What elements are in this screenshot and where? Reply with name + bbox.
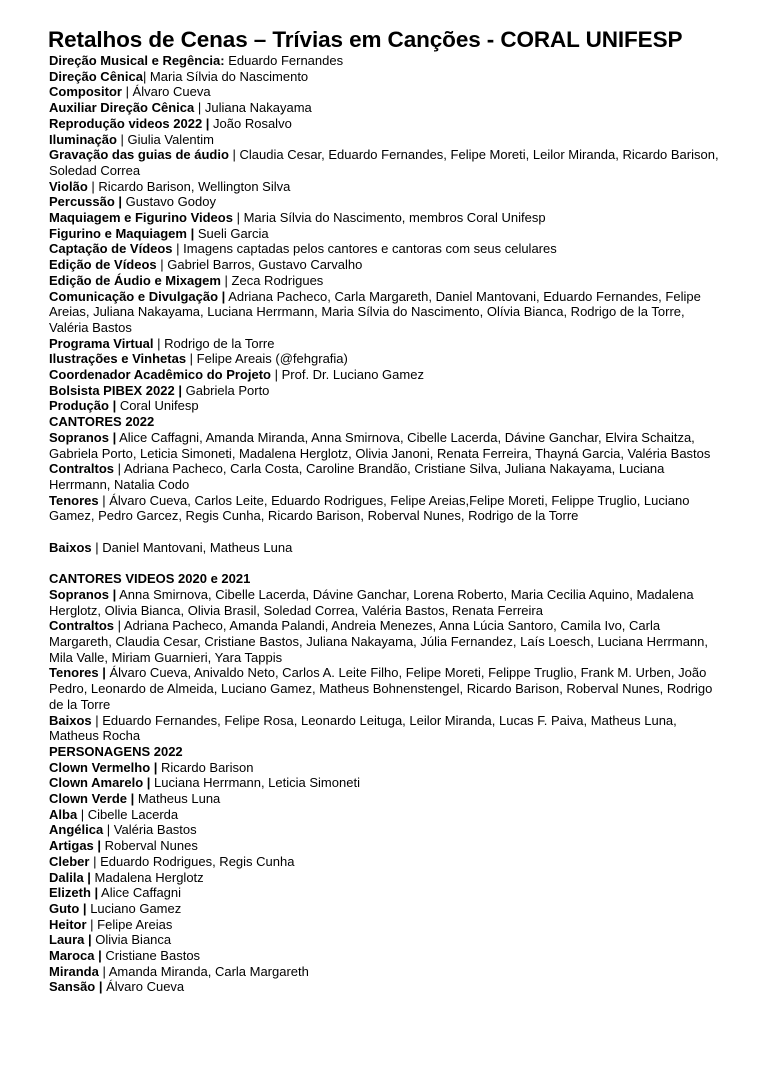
character-entry: [49, 807, 719, 823]
character-cast: Alice Caffagni: [98, 885, 182, 901]
character-cast: | Amanda Miranda, Carla Margareth: [98, 963, 309, 979]
credit-people: Gustavo Godoy: [122, 194, 216, 210]
credit-people: Sueli Garcia: [194, 225, 269, 241]
character-entry: [49, 885, 719, 901]
credit-people: | Maria Sílvia do Nascimento: [142, 68, 309, 84]
character-name: Dalila |: [49, 869, 91, 885]
credit-entry: [49, 383, 719, 399]
credit-people: | Gabriel Barros, Gustavo Carvalho: [156, 257, 363, 273]
credit-entry: [49, 194, 719, 210]
character-name: Cleber: [49, 853, 90, 869]
document-title: Retalhos de Cenas – Trívias em Canções - CORAL UNIFESP: [48, 27, 683, 52]
credit-entry: [49, 116, 719, 132]
cantores-2022-section: [49, 414, 719, 571]
credit-people: Eduardo Fernandes: [224, 53, 344, 68]
voice-contraltos: [49, 461, 719, 492]
character-cast: | Cibelle Lacerda: [77, 806, 179, 822]
credit-people: Adriana Pacheco, Carla Margareth, Daniel Mantovani, Eduardo Fernandes, Felipe Areias, Juliana Nakayama, Luciana Herrmann, Maria Sílvia do Nascimento, Olívia Bianca, Rodrigo de la Torre, Valéria Bastos: [49, 288, 701, 335]
credit-entry: [49, 210, 719, 226]
credit-people: | Álvaro Cueva: [121, 84, 211, 100]
credit-role: Captação de Vídeos: [49, 241, 173, 257]
voice-people: | Daniel Mantovani, Matheus Luna: [91, 539, 293, 555]
cantores-videos-section: [49, 571, 719, 744]
credit-people: Gabriela Porto: [181, 382, 270, 398]
character-cast: | Eduardo Rodrigues, Regis Cunha: [89, 853, 295, 869]
voice-role: Tenores: [49, 492, 99, 508]
credit-entry: [49, 273, 719, 289]
credit-entry: [49, 147, 719, 178]
voice-people: | Adriana Pacheco, Carla Costa, Caroline Brandão, Cristiane Silva, Juliana Nakayama, Luciana Herrmann, Natalia Codo: [49, 461, 665, 492]
voice-people: | Adriana Pacheco, Amanda Palandi, Andreia Menezes, Anna Lúcia Santoro, Camila Ivo, Carla Margareth, Claudia Cesar, Cristiane Bastos, Juliana Nakayama, Júlia Fernandez, Laís Loesch, Luciana Herrmann, Mila Valle, Miriam Guarnieri, Yara Tappis: [49, 618, 709, 665]
credit-role: Ilustrações e Vinhetas: [49, 351, 187, 367]
credit-people: | Claudia Cesar, Eduardo Fernandes, Felipe Moreti, Leilor Miranda, Ricardo Barison, Soledad Correa: [49, 147, 719, 178]
credit-entry: [49, 132, 719, 148]
character-cast: Roberval Nunes: [101, 838, 198, 854]
voice-sopranos: [49, 587, 719, 618]
credit-role: Direção Musical e Regência:: [49, 53, 225, 68]
credit-role: Gravação das guias de áudio: [49, 147, 229, 163]
voice-role: Contraltos: [49, 618, 114, 634]
credit-entry: [49, 241, 719, 257]
credit-entry: [49, 351, 719, 367]
character-name: Alba: [49, 806, 78, 822]
credit-people: | Zeca Rodrigues: [220, 272, 324, 288]
credit-entry: [49, 84, 719, 100]
credit-role: Comunicação e Divulgação |: [49, 288, 226, 304]
character-entry: [49, 775, 719, 791]
voice-role: Sopranos |: [49, 586, 117, 602]
credit-people: | Giulia Valentim: [116, 131, 214, 147]
character-entry: [49, 791, 719, 807]
voice-role: Sopranos |: [49, 429, 117, 445]
character-entry: [49, 838, 719, 854]
character-entry: [49, 979, 719, 995]
credit-role: Compositor: [49, 84, 122, 100]
section-heading: PERSONAGENS 2022: [49, 743, 183, 759]
character-entry: [49, 870, 719, 886]
character-cast: Matheus Luna: [134, 791, 221, 807]
blank-line: [49, 524, 719, 540]
document-page: [49, 27, 719, 995]
credit-role: Bolsista PIBEX 2022 |: [49, 382, 182, 398]
section-heading: CANTORES 2022: [49, 414, 155, 430]
voice-role: Tenores |: [49, 665, 106, 681]
credit-people: | Rodrigo de la Torre: [153, 335, 275, 351]
credit-entry: [49, 179, 719, 195]
voice-people: Alice Caffagni, Amanda Miranda, Anna Smirnova, Cibelle Lacerda, Dávine Ganchar, Elvira Schaitza, Gabriela Porto, Leticia Simoneti, Madalena Herglotz, Olivia Janoni, Renata Ferreira, Thayná Garcia, Valéria Bastos: [49, 429, 711, 461]
character-entry: [49, 932, 719, 948]
character-name: Clown Vermelho |: [49, 759, 158, 775]
credit-people: | Ricardo Barison, Wellington Silva: [87, 178, 291, 194]
credit-people: | Juliana Nakayama: [194, 100, 312, 116]
credit-role: Violão: [49, 178, 88, 194]
credits-list: [49, 53, 719, 414]
character-entry: [49, 917, 719, 933]
voice-people: Anna Smirnova, Cibelle Lacerda, Dávine Ganchar, Lorena Roberto, Maria Cecilia Aquino, Madalena Herglotz, Olivia Bianca, Olivia Brasil, Soledad Correa, Valéria Bastos, Renata Ferreira: [49, 586, 694, 618]
character-cast: Luciana Herrmann, Leticia Simoneti: [150, 775, 360, 791]
credit-role: Percussão |: [49, 194, 123, 210]
character-entry: [49, 964, 719, 980]
character-cast: | Valéria Bastos: [103, 822, 197, 838]
character-name: Clown Amarelo |: [49, 775, 151, 791]
credit-role: Reprodução videos 2022 |: [49, 115, 210, 131]
credit-people: | Felipe Areais (@fehgrafia): [186, 351, 348, 367]
voice-contraltos: [49, 618, 719, 665]
character-cast: Olivia Bianca: [91, 932, 172, 948]
credit-role: Auxiliar Direção Cênica: [49, 100, 195, 116]
character-cast: | Felipe Areias: [86, 916, 173, 932]
credit-role: Iluminação: [49, 131, 117, 147]
character-entry: [49, 948, 719, 964]
credit-role: Direção Cênica: [49, 68, 143, 84]
credit-entry: [49, 100, 719, 116]
character-name: Angélica: [49, 822, 104, 838]
credit-people: Coral Unifesp: [116, 398, 199, 414]
credit-people: | Maria Sílvia do Nascimento, membros Coral Unifesp: [232, 210, 546, 226]
voice-people: | Eduardo Fernandes, Felipe Rosa, Leonardo Leituga, Leilor Miranda, Lucas F. Paiva, Matheus Luna, Matheus Rocha: [49, 712, 677, 744]
credit-role: Coordenador Acadêmico do Projeto: [49, 367, 271, 383]
credit-entry: [49, 289, 719, 336]
credit-entry: [49, 69, 719, 85]
character-cast: Luciano Gamez: [86, 900, 182, 916]
credit-entry: [49, 53, 719, 69]
voice-tenores: [49, 665, 719, 712]
blank-line: [49, 555, 719, 571]
character-cast: Álvaro Cueva: [102, 979, 185, 995]
credit-entry: [49, 367, 719, 383]
voice-sopranos: [49, 430, 719, 461]
character-name: Elizeth |: [49, 885, 99, 901]
credit-entry: [49, 226, 719, 242]
voice-role: Contraltos: [49, 461, 114, 477]
character-name: Sansão |: [49, 979, 103, 995]
character-name: Miranda: [49, 963, 99, 979]
credit-people: João Rosalvo: [209, 115, 292, 131]
credit-entry: [49, 336, 719, 352]
character-entry: [49, 822, 719, 838]
credit-people: | Prof. Dr. Luciano Gamez: [271, 367, 424, 383]
personagens-section: [49, 744, 719, 995]
character-name: Clown Verde |: [49, 791, 135, 807]
credit-role: Produção |: [49, 398, 117, 414]
credit-role: Maquiagem e Figurino Videos: [49, 210, 233, 226]
credit-entry: [49, 398, 719, 414]
credit-role: Edição de Áudio e Mixagem: [49, 272, 221, 288]
voice-role: Baixos: [49, 712, 92, 728]
character-cast: Cristiane Bastos: [101, 948, 201, 964]
character-name: Laura |: [49, 932, 92, 948]
voice-people: | Álvaro Cueva, Carlos Leite, Eduardo Rodrigues, Felipe Areias,Felipe Moreti, Felippe Truglio, Luciano Gamez, Pedro Garcez, Regis Cunha, Ricardo Barison, Roberval Nunes, Rodrigo de la Torre: [49, 492, 690, 524]
voice-role: Baixos: [49, 539, 92, 555]
character-cast: Ricardo Barison: [157, 759, 254, 775]
credit-people: | Imagens captadas pelos cantores e cantoras com seus celulares: [172, 241, 557, 257]
character-name: Guto |: [49, 900, 87, 916]
credit-role: Edição de Vídeos: [49, 257, 157, 273]
voice-baixos: [49, 713, 719, 744]
credit-role: Figurino e Maquiagem |: [49, 225, 195, 241]
credit-role: Programa Virtual: [49, 335, 154, 351]
character-name: Artigas |: [49, 838, 102, 854]
voice-people: Álvaro Cueva, Anivaldo Neto, Carlos A. Leite Filho, Felipe Moreti, Felippe Truglio, Frank M. Urben, João Pedro, Leonardo de Almeida, Luciano Gamez, Matheus Bohnenstengel, Ricardo Barison, Roberval Nunes, Rodrigo de la Torre: [49, 665, 713, 712]
character-name: Maroca |: [49, 948, 102, 964]
character-entry: [49, 901, 719, 917]
section-heading: CANTORES VIDEOS 2020 e 2021: [49, 571, 251, 587]
character-name: Heitor: [49, 916, 87, 932]
character-entry: [49, 854, 719, 870]
credit-entry: [49, 257, 719, 273]
voice-tenores: [49, 493, 719, 524]
voice-baixos: [49, 540, 719, 556]
character-cast: Madalena Herglotz: [90, 869, 204, 885]
character-entry: [49, 760, 719, 776]
